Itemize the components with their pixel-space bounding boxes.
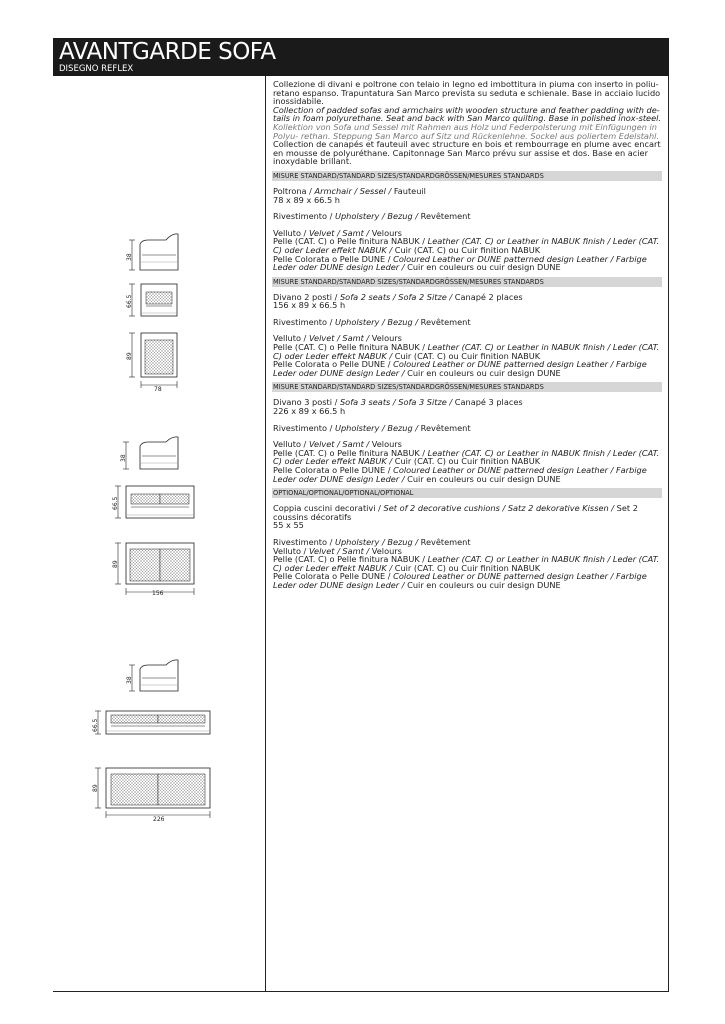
vel-fr: Velours bbox=[371, 227, 402, 238]
l1-en: Leather (CAT. C) or Leather in NABUK finish / Leder (CAT. C) oder Leder effekt NABUK / bbox=[273, 342, 660, 361]
uph-it: Rivestimento / bbox=[273, 316, 335, 327]
l2-fr: Cuir en couleurs ou cuir design DUNE bbox=[407, 579, 561, 590]
l2-it: Pelle Colorata o Pelle DUNE / bbox=[273, 465, 394, 475]
section-band-sofa2: MISURE STANDARD/STANDARD SIZES/STANDARDGRÖSSEN/MESURES STANDARDS bbox=[272, 277, 662, 287]
uph-fr: Revêtement bbox=[420, 316, 471, 327]
coloured-leather-line bbox=[273, 360, 661, 377]
vel-it: Velluto / bbox=[273, 333, 309, 344]
upholstery-label bbox=[273, 318, 661, 327]
l1-fr: Cuir (CAT. C) ou Cuir finition NABUK bbox=[394, 244, 541, 255]
name-fr: Canapé 3 places bbox=[454, 397, 523, 408]
section-band-optional: OPTIONAL/OPTIONAL/OPTIONAL/OPTIONAL bbox=[272, 488, 662, 498]
section-band-sofa3: MISURE STANDARD/STANDARD SIZES/STANDARDGRÖSSEN/MESURES STANDARDS bbox=[272, 382, 662, 392]
l1-en: Leather (CAT. C) or Leather in NABUK finish / Leder (CAT. C) oder Leder effekt NABUK / bbox=[273, 447, 660, 467]
l1-fr: Cuir (CAT. C) ou Cuir finition NABUK bbox=[394, 456, 541, 467]
vel-en: Velvet / Samt / bbox=[308, 545, 372, 556]
l1-it: Pelle (CAT. C) o Pelle finitura NABUK / bbox=[273, 342, 428, 353]
armchair-front-height-label: 66.5 bbox=[126, 294, 133, 308]
uph-fr: Revêtement bbox=[420, 536, 471, 547]
l2-en: Coloured Leather or DUNE patterned design Leather / Farbige Leder oder DUNE design Leder / bbox=[273, 253, 647, 273]
page-title: AVANTGARDE SOFA bbox=[59, 39, 276, 65]
right-border bbox=[668, 76, 669, 991]
uph-it: Rivestimento / bbox=[273, 422, 335, 433]
coloured-leather-line bbox=[273, 255, 661, 272]
sofa2-side-height-label: 38 bbox=[120, 454, 127, 462]
armchair-top-width-label: 78 bbox=[154, 386, 162, 393]
vel-it: Velluto / bbox=[273, 227, 309, 238]
section-band-armchair: MISURE STANDARD/STANDARD SIZES/STANDARDGRÖSSEN/MESURES STANDARDS bbox=[272, 171, 662, 181]
name-en: Set of 2 decorative cushions / Satz 2 dekorative Kissen / bbox=[383, 503, 617, 514]
page-subtitle: DISEGNO REFLEX bbox=[59, 64, 134, 74]
l1-it: Pelle (CAT. C) o Pelle finitura NABUK / bbox=[273, 236, 428, 247]
sofa2-front-view bbox=[126, 486, 194, 518]
leather-line bbox=[273, 555, 661, 572]
name-fr: Fauteuil bbox=[393, 185, 426, 196]
uph-en: Upholstery / Bezug / bbox=[334, 536, 421, 547]
l2-en: Coloured Leather or DUNE patterned design Leather / Farbige Leder oder DUNE design Leder / bbox=[273, 359, 647, 378]
leather-line bbox=[273, 449, 661, 466]
l2-it: Pelle Colorata o Pelle DUNE / bbox=[273, 571, 394, 582]
column-divider bbox=[265, 76, 266, 991]
armchair-side-view bbox=[140, 234, 178, 270]
leather-line bbox=[273, 343, 661, 360]
sofa3-side-height-label: 38 bbox=[126, 676, 133, 684]
sofa2-top-view bbox=[126, 543, 194, 584]
sofa2-front-height-label: 66.5 bbox=[112, 496, 119, 510]
uph-fr: Revêtement bbox=[420, 211, 471, 222]
l1-it: Pelle (CAT. C) o Pelle finitura NABUK / bbox=[273, 447, 428, 458]
armchair-side-height-label: 38 bbox=[126, 253, 133, 261]
intro-fr: Collection de canapés et fauteuil avec structure en bois et rembourrage en plume avec encart en mousse de polyuréthane. Capitonnage San Marco prévu sur assise et dos. Base en acier inoxydable brillant. bbox=[273, 139, 661, 167]
name-fr: Canapé 2 places bbox=[454, 291, 523, 302]
name-en: Sofa 2 seats / Sofa 2 Sitze / bbox=[339, 291, 455, 302]
name-it: Poltrona / bbox=[273, 185, 315, 196]
uph-en: Upholstery / Bezug / bbox=[334, 422, 421, 433]
sofa3-front-view bbox=[106, 711, 210, 734]
vel-it: Velluto / bbox=[273, 439, 309, 450]
l2-fr: Cuir en couleurs ou cuir design DUNE bbox=[407, 262, 561, 273]
l2-fr: Cuir en couleurs ou cuir design DUNE bbox=[407, 473, 561, 484]
l2-en: Coloured Leather or DUNE patterned design Leather / Farbige Leder oder DUNE design Leder / bbox=[273, 571, 647, 590]
product-size-cushions: 55 x 55 bbox=[273, 520, 304, 531]
armchair-top-depth-label: 89 bbox=[126, 352, 133, 360]
upholstery-label bbox=[273, 212, 661, 221]
sofa3-front-height-label: 66.5 bbox=[92, 718, 99, 732]
leather-line bbox=[273, 237, 661, 254]
sofa2-top-depth-label: 89 bbox=[112, 560, 119, 568]
uph-en: Upholstery / Bezug / bbox=[334, 316, 421, 327]
vel-en: Velvet / Samt / bbox=[308, 439, 372, 450]
upholstery-label bbox=[273, 424, 661, 433]
sofa3-top-depth-label: 89 bbox=[92, 784, 99, 792]
product-size-armchair: 78 x 89 x 66.5 h bbox=[273, 194, 340, 205]
vel-en: Velvet / Samt / bbox=[308, 333, 372, 344]
sofa2-side-view bbox=[140, 437, 178, 469]
uph-fr: Revêtement bbox=[420, 422, 471, 433]
sofa3-top-view bbox=[106, 768, 210, 808]
product-size-sofa3: 226 x 89 x 66.5 h bbox=[273, 406, 346, 417]
l1-en: Leather (CAT. C) or Leather in NABUK finish / Leder (CAT. C) oder Leder effekt NABUK / bbox=[273, 554, 660, 573]
sofa2-top-width-label: 156 bbox=[152, 590, 164, 597]
vel-en: Velvet / Samt / bbox=[308, 227, 372, 238]
l1-fr: Cuir (CAT. C) ou Cuir finition NABUK bbox=[394, 350, 541, 361]
product-name-cushions bbox=[273, 504, 661, 521]
name-it: Divano 2 posti / bbox=[273, 291, 340, 302]
product-size-sofa2: 156 x 89 x 66.5 h bbox=[273, 300, 346, 311]
coloured-leather-line bbox=[273, 466, 661, 483]
vel-fr: Velours bbox=[371, 545, 402, 556]
l2-it: Pelle Colorata o Pelle DUNE / bbox=[273, 253, 394, 264]
l2-en: Coloured Leather or DUNE patterned design Leather / Farbige Leder oder DUNE design Leder / bbox=[273, 465, 647, 484]
vel-fr: Velours bbox=[371, 439, 402, 450]
name-fr: Set 2 coussins décoratifs bbox=[273, 503, 638, 522]
text-column bbox=[273, 80, 661, 590]
intro-en: Collection of padded sofas and armchairs with wooden structure and feather padding with de- tails in foam polyurethane. Seat and back with San Marco quilting. Base in polished inox-steel. bbox=[273, 104, 662, 124]
l1-fr: Cuir (CAT. C) ou Cuir finition NABUK bbox=[394, 562, 541, 573]
armchair-top-view bbox=[141, 333, 177, 377]
armchair-drawings bbox=[0, 0, 265, 1024]
name-it: Divano 3 posti / bbox=[273, 397, 340, 408]
l2-fr: Cuir en couleurs ou cuir design DUNE bbox=[407, 367, 561, 378]
intro-de: Kollektion von Sofa und Sessel mit Rahmen aus Holz und Federpolsterung mit Einfügungen in Polyu- rethan. Steppung San Marco auf Sitz und Rückenlehne. Sockel aus poliertem Edelstahl. bbox=[273, 121, 660, 141]
l1-it: Pelle (CAT. C) o Pelle finitura NABUK / bbox=[273, 554, 428, 565]
uph-it: Rivestimento / bbox=[273, 536, 335, 547]
name-it: Coppia cuscini decorativi / bbox=[273, 503, 384, 514]
vel-it: Velluto / bbox=[273, 545, 309, 556]
name-en: Sofa 3 seats / Sofa 3 Sitze / bbox=[339, 397, 455, 408]
sofa3-top-width-label: 226 bbox=[153, 816, 165, 823]
uph-it: Rivestimento / bbox=[273, 211, 335, 222]
vel-fr: Velours bbox=[371, 333, 402, 344]
l2-it: Pelle Colorata o Pelle DUNE / bbox=[273, 359, 394, 370]
intro-it: Collezione di divani e poltrone con telaio in legno ed imbottitura in piuma con inserto in poliu- retano espanso. Trapuntatura San Marco prevista su seduta e schienale. Base in acciaio lucido inossidabile. bbox=[273, 79, 661, 107]
sofa3-side-view bbox=[140, 660, 178, 691]
l1-en: Leather (CAT. C) or Leather in NABUK finish / Leder (CAT. C) oder Leder effekt NABUK / bbox=[273, 236, 660, 255]
name-en: Armchair / Sessel / bbox=[314, 185, 394, 196]
coloured-leather-line bbox=[273, 572, 661, 589]
armchair-front-view bbox=[141, 284, 177, 316]
uph-en: Upholstery / Bezug / bbox=[334, 211, 421, 222]
